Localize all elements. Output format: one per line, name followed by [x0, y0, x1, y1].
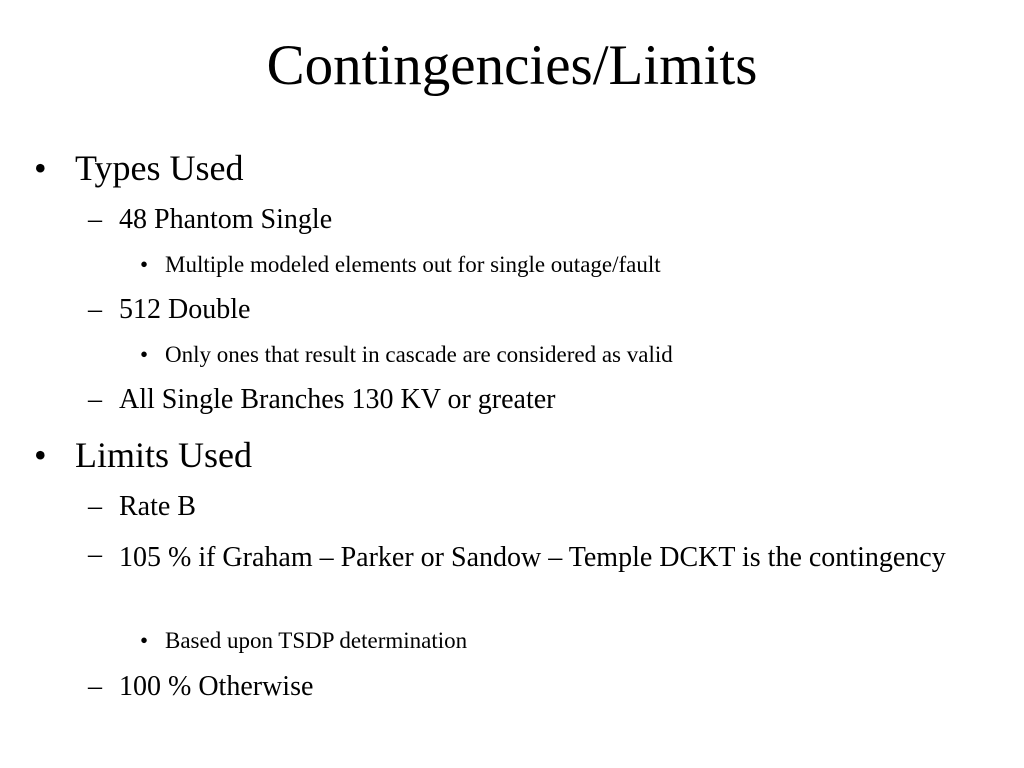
dash-marker: – — [88, 204, 102, 235]
slide-title: Contingencies/Limits — [266, 34, 758, 97]
bullet-text: Rate B — [119, 491, 196, 522]
bullet-marker: • — [34, 435, 47, 475]
bullet-text: 48 Phantom Single — [119, 204, 333, 235]
bullet-text: Multiple modeled elements out for single outage/fault — [165, 252, 661, 277]
dash-marker: – — [88, 294, 102, 325]
bullet-marker: • — [34, 148, 47, 188]
bullet-text: 105 % if Graham – Parker or Sandow – Temple DCKT is the contingency — [119, 542, 946, 573]
bullet-text: 100 % Otherwise — [119, 671, 314, 702]
bullet-text: All Single Branches 130 KV or greater — [119, 384, 556, 415]
dash-marker: – — [88, 491, 102, 522]
bullet-marker: • — [140, 628, 149, 653]
dash-marker: – — [88, 671, 102, 702]
dash-marker: – — [88, 539, 102, 570]
bullet-marker: • — [140, 342, 149, 367]
dash-marker: – — [88, 384, 102, 415]
bullet-text: Types Used — [75, 148, 244, 188]
bullet-text: Only ones that result in cascade are considered as valid — [165, 342, 673, 367]
bullet-text: 512 Double — [119, 294, 251, 325]
bullet-text: Limits Used — [75, 435, 252, 475]
bullet-text: Based upon TSDP determination — [165, 628, 468, 653]
bullet-marker: • — [140, 252, 149, 277]
